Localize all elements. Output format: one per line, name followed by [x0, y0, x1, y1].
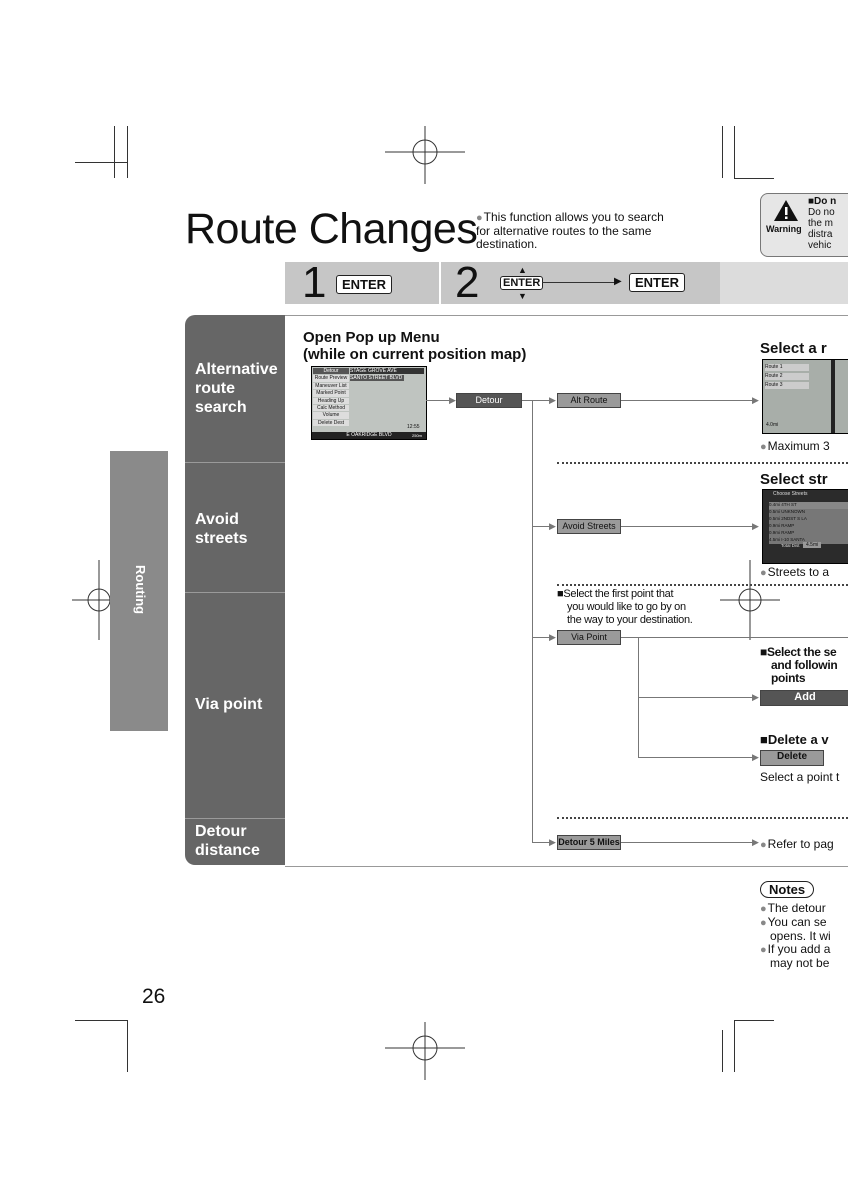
- add-button[interactable]: Add: [760, 690, 848, 706]
- delete-button[interactable]: Delete: [760, 750, 824, 766]
- crop-mark: [114, 126, 115, 178]
- select-streets-heading: Select str: [760, 471, 828, 488]
- registration-mark: [385, 1022, 465, 1080]
- warning-label: Warning: [766, 224, 802, 234]
- crop-mark: [127, 126, 128, 178]
- down-arrow-icon: ▼: [518, 291, 527, 301]
- intro-text: ● This function allows you to search for alternative routes to the same destination.: [476, 211, 676, 251]
- arrow-right-icon: ▶: [752, 395, 759, 405]
- enter-joystick-icon: ENTER: [500, 276, 543, 290]
- crop-mark: [75, 162, 127, 163]
- warning-triangle-icon: [773, 199, 799, 222]
- crop-mark: [127, 1020, 128, 1072]
- crop-mark: [722, 126, 723, 178]
- popup-menu-screenshot: STAGE GROVE AVE SANTO STREET BLVD Detour Route Preview Maneuver List Marked Point Heading Up Calc Method Volume Delete Dest 12:55 E OAKRIDGE BLVD 250m: [311, 366, 427, 440]
- crop-mark: [722, 1030, 723, 1072]
- delete-via-heading: ■Delete a v: [760, 732, 829, 747]
- crop-mark: [75, 1020, 127, 1021]
- routing-tab-label: Routing: [133, 565, 148, 615]
- via-first-point-note: ■Select the first point that you would like to go by on the way to your destination.: [557, 588, 693, 626]
- menu-item: Delete Dest: [313, 420, 349, 426]
- notes-label: Notes: [760, 881, 814, 898]
- arrow-right-icon: ▶: [549, 632, 556, 642]
- avoid-streets-button[interactable]: Avoid Streets: [557, 519, 621, 534]
- menu-item: Detour: [313, 368, 349, 374]
- arrow-right-icon: ▶: [549, 521, 556, 531]
- step-arrow-line: [542, 282, 618, 283]
- row-label-via: Via point: [195, 696, 263, 713]
- menu-item: Heading Up: [313, 398, 349, 404]
- arrow-right-icon: ▶: [752, 837, 759, 847]
- page-title: Route Changes: [185, 205, 478, 253]
- up-arrow-icon: ▲: [518, 265, 527, 275]
- arrow-right-icon: ▶: [549, 395, 556, 405]
- crop-mark: [734, 126, 735, 178]
- right-arrow-icon: ▶: [614, 276, 622, 287]
- menu-item: Maneuver List: [313, 383, 349, 389]
- enter-key-icon: ENTER: [336, 275, 392, 294]
- crop-mark: [734, 1020, 735, 1072]
- arrow-right-icon: ▶: [752, 752, 759, 762]
- alt-route-button[interactable]: Alt Route: [557, 393, 621, 408]
- refer-note: ● Refer to pag: [760, 838, 834, 852]
- select-route-heading: Select a r: [760, 340, 827, 357]
- detour-5-miles-button[interactable]: Detour 5 Miles: [557, 835, 621, 850]
- route-select-screenshot: Route 1 Route 2 Route 3 4.0mi: [762, 359, 848, 434]
- row-label-detour: Detour distance: [195, 823, 260, 859]
- menu-item: Calc Method: [313, 405, 349, 411]
- arrow-right-icon: ▶: [549, 837, 556, 847]
- notes-list: ● The detour ● You can se opens. It wi ● If you add a may not be: [760, 902, 831, 970]
- registration-mark: [385, 126, 465, 184]
- crop-mark: [734, 178, 774, 179]
- enter-key-icon: ENTER: [629, 273, 685, 292]
- menu-item: Marked Point: [313, 390, 349, 396]
- arrow-right-icon: ▶: [752, 692, 759, 702]
- maximum-note: ● Maximum 3: [760, 440, 830, 454]
- popup-heading: Open Pop up Menu (while on current position map): [303, 329, 527, 363]
- step-bar-end: [720, 262, 848, 304]
- step-1-number: 1: [302, 258, 327, 307]
- warning-text: ■Do n Do no the m distra vehic: [808, 196, 837, 251]
- via-point-button[interactable]: Via Point: [557, 630, 621, 645]
- crop-mark: [734, 1020, 774, 1021]
- step-divider: [439, 262, 441, 304]
- menu-item: Route Preview: [314, 375, 348, 382]
- streets-note: ● Streets to a: [760, 566, 829, 580]
- streets-select-screenshot: Choose Streets 0.4mi 4TH ST 0.5mi UNKNOWN 0.5mi 2NDST S LA 0.9mi RAMP 0.9mi RAMP 4.5mi I-10 SANTA Total Dist 4.5mi: [762, 489, 848, 564]
- select-following-note: ■Select the se and followin points: [760, 645, 838, 685]
- step-2-number: 2: [455, 258, 480, 307]
- page-number: 26: [142, 985, 166, 1008]
- detour-button[interactable]: Detour: [456, 393, 522, 408]
- row-label-alternative: Alternative route search: [195, 361, 278, 416]
- row-label-avoid: Avoid streets: [195, 511, 248, 547]
- arrow-right-icon: ▶: [449, 395, 456, 405]
- arrow-right-icon: ▶: [752, 521, 759, 531]
- menu-item: Volume: [313, 412, 349, 418]
- delete-note: Select a point t: [760, 770, 840, 784]
- warning-box: [760, 193, 848, 257]
